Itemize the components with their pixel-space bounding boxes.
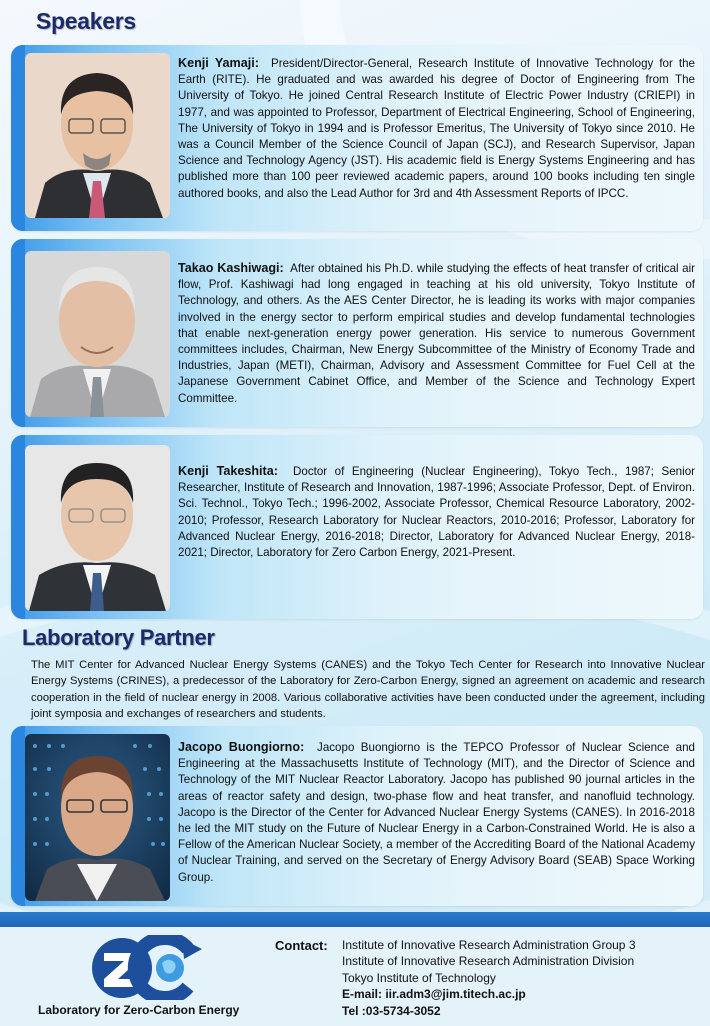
partner-card	[11, 726, 703, 906]
speaker-bio	[178, 260, 695, 407]
partner-name: Jacopo Buongiorno:	[178, 740, 305, 754]
speaker-card	[11, 239, 703, 427]
speaker-name: Kenji Takeshita:	[178, 464, 278, 478]
speaker-card	[11, 435, 703, 619]
contact-line: Institute of Innovative Research Administration Group 3	[342, 938, 636, 952]
partner-bio-text: Jacopo Buongiorno is the TEPCO Professor of Nuclear Science and Engineering at the Massachusetts Institute of Technology (MIT), and the Director of Science and Technology of the MIT Nuclear Reactor Laboratory. Jacopo has published 90 journal articles in the areas of reactor safety and design, two-phase flow and heat transfer, and nanofluid technology. Jacopo is the Director of the Center for Advanced Nuclear Energy Systems (CANES). In 2016-2018 he led the MIT study on the Future of Nuclear Energy in a Carbon-Constrained World. He is also a Fellow of the American Nuclear Society, a member of the Accrediting Board of the National Academy of Nuclear Training, and served on the Secretary of Energy Advisory Board (SEAB) Space Working Group.	[178, 741, 695, 884]
contact-label: Contact:	[275, 938, 328, 953]
partner-photo	[25, 734, 170, 901]
speaker-bio	[178, 463, 695, 561]
logo-caption: Laboratory for Zero-Carbon Energy	[38, 1003, 240, 1017]
speaker-bio-text: After obtained his Ph.D. while studying the effects of heat transfer of critical air flow, Prof. Kashiwagi had long engaged in teaching at his old university, Tokyo Institute of Technology, and others. As the AES Center Director, he is leading its works with major companies involved in the energy sector to perform empirical studies and develop fundamental technologies that enable next-generation energy power generation. His service to numerous Government committees includes, Chairman, New Energy Subcommittee of the Ministry of Economy Trade and Industries, Japan (METI), Chairman, Advisory and Assessment Committee for Fuel Cell at the Japanese Government Cabinet Office, and Member of the Science and Technology Expert Committee.	[178, 262, 696, 405]
speaker-bio	[178, 55, 695, 202]
speaker-card	[11, 45, 703, 231]
contact-line: Tokyo Institute of Technology	[342, 970, 496, 985]
card-accent	[11, 726, 25, 906]
speaker-bio-text: President/Director-General, Research Institute of Innovative Technology for the Earth (RITE). He graduated and was awarded his degree of Doctor of Engineering from The University of Tokyo. He joined Central Research Institute of Electric Power Industry (CRIEPI) in 1977, and was appointed to Professor, Department of Electrical Engineering, School of Engineering, The University of Tokyo in 1994 and is Professor Emeritus, The University of Tokyo since 2010. He was a Council Member of the Science Council of Japan (SCJ), and Research Supervisor, Japan Science and Technology Agency (JST). His academic field is Energy Systems Engineering and has published more than 100 peer reviewed academic papers, around 100 books including ten single authored books, and also the Lead Author for 3rd and 4th Assessment Reports of IPCC.	[178, 57, 695, 200]
speaker-photo	[25, 251, 170, 417]
contact-line: Institute of Innovative Research Administration Division	[342, 954, 635, 969]
speaker-bio-text: Doctor of Engineering (Nuclear Engineering), Tokyo Tech., 1987; Senior Researcher, Institute of Research and Innovation, 1987-1996; Associate Professor, Dept. of Environ. Sci. Technol., Tokyo Tech.; 1996-2002, Associate Professor, Chemical Resource Laboratory, 2002-2010; Professor, Research Laboratory for Nuclear Reactors, 2010-2016; Professor, Laboratory for Advanced Nuclear Energy, 2016-2018; Director, Laboratory for Advanced Nuclear Energy, 2018-2021; Director, Laboratory for Zero Carbon Energy, 2021-Present.	[178, 465, 695, 560]
partner-title: Laboratory Partner	[22, 625, 215, 650]
speakers-title: Speakers	[36, 8, 136, 34]
zc-logo-icon	[90, 935, 205, 1000]
card-accent	[11, 45, 25, 231]
speaker-name: Kenji Yamaji:	[178, 56, 259, 70]
partner-description: The MIT Center for Advanced Nuclear Energy Systems (CANES) and the Tokyo Tech Center for Research into Innovative Nuclear Energy Systems (CRINES), a predecessor of the Laboratory for Zero-Carbon Energy, signed an agreement on academic and research cooperation in the field of nuclear energy in 2008. Various collaborative activities have been conducted under the agreement, including joint symposia and exchanges of researchers and students.	[31, 659, 705, 721]
card-accent	[11, 435, 25, 619]
footer-divider-bar	[0, 912, 710, 927]
speaker-name: Takao Kashiwagi:	[178, 261, 284, 275]
partner-bio	[178, 739, 695, 886]
speaker-photo	[25, 53, 170, 218]
contact-email[interactable]: E-mail: iir.adm3@jim.titech.ac.jp	[342, 987, 526, 1002]
contact-details	[342, 937, 636, 1019]
card-accent	[11, 239, 25, 427]
speaker-photo	[25, 445, 170, 611]
contact-tel: Tel :03-5734-3052	[342, 1003, 441, 1018]
